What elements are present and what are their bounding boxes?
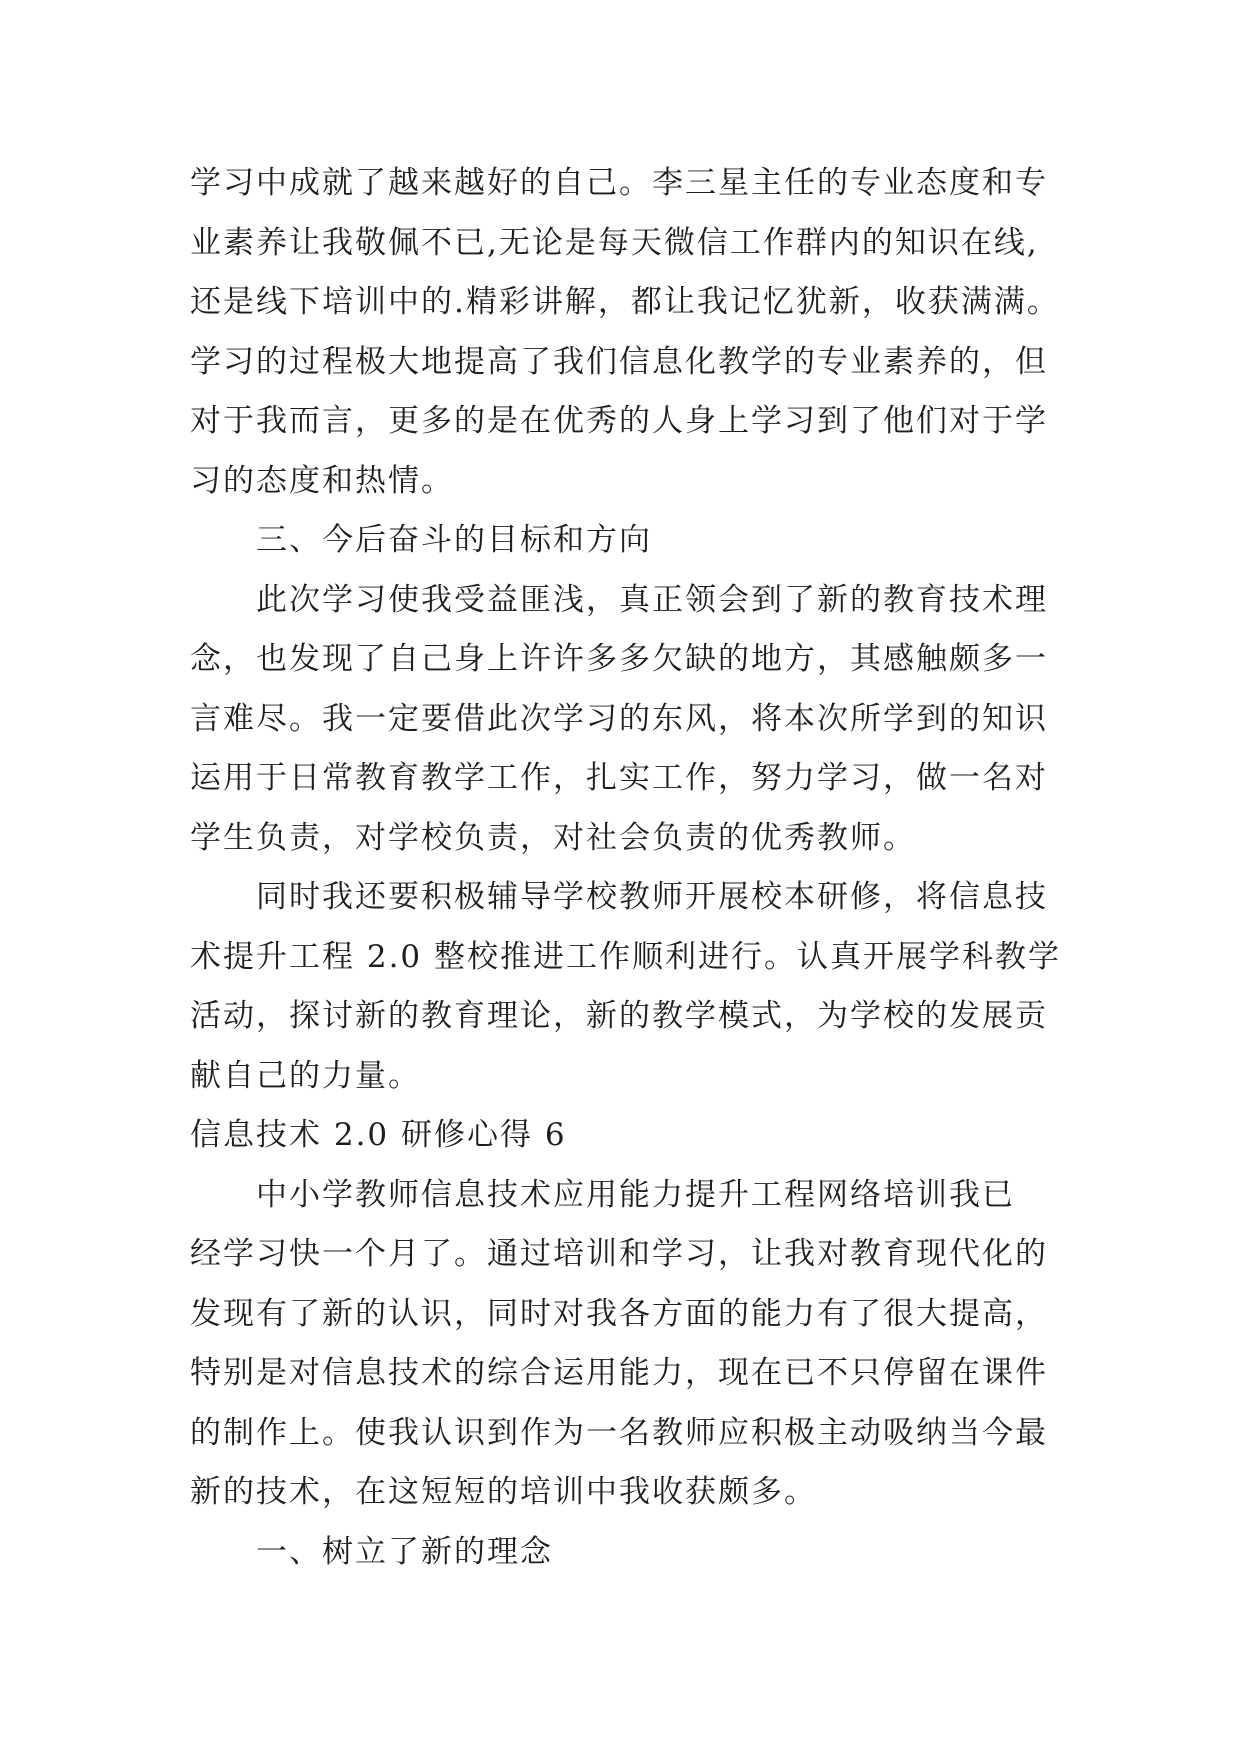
paragraph-line: 术提升工程 2.0 整校推进工作顺利进行。认真开展学科教学 <box>190 938 1062 975</box>
paragraph-line: 的制作上。使我认识到作为一名教师应积极主动吸纳当今最 <box>190 1414 1048 1451</box>
paragraph-line: 发现有了新的认识，同时对我各方面的能力有了很大提高， <box>190 1295 1048 1332</box>
paragraph-line: 业素养让我敬佩不已,无论是每天微信工作群内的知识在线, <box>190 224 1039 261</box>
paragraph-line: 新的技术，在这短短的培训中我收获颇多。 <box>190 1474 817 1510</box>
paragraph-line: 言难尽。我一定要借此次学习的东风，将本次所学到的知识 <box>190 700 1048 737</box>
paragraph-line: 活动，探讨新的教育理论，新的教学模式，为学校的发展贡 <box>190 998 1048 1034</box>
paragraph-line: 中小学教师信息技术应用能力提升工程网络培训我已 <box>256 1176 1015 1213</box>
paragraph-line: 学习的过程极大地提高了我们信息化教学的专业素养的，但 <box>190 343 1048 380</box>
paragraph-line: 学生负责，对学校负责，对社会负责的优秀教师。 <box>190 819 916 856</box>
paragraph-line: 运用于日常教育教学工作，扎实工作，努力学习，做一名对 <box>190 760 1048 796</box>
document-body <box>190 154 1090 1582</box>
paragraph-line: 学习中成就了越来越好的自己。李三星主任的专业态度和专 <box>190 165 1048 201</box>
paragraph-line: 念，也发现了自己身上许许多多欠缺的地方，其感触颇多一 <box>190 641 1048 677</box>
paragraph-line: 特别是对信息技术的综合运用能力，现在已不只停留在课件 <box>190 1355 1048 1391</box>
paragraph-line: 同时我还要积极辅导学校教师开展校本研修，将信息技 <box>256 879 1048 915</box>
section-heading: 三、今后奋斗的目标和方向 <box>256 522 652 558</box>
paragraph-line: 经学习快一个月了。通过培训和学习，让我对教育现代化的 <box>190 1236 1048 1272</box>
document-title: 信息技术 2.0 研修心得 6 <box>190 1117 567 1153</box>
paragraph-line: 还是线下培训中的.精彩讲解，都让我记忆犹新，收获满满。 <box>190 284 1060 320</box>
paragraph-line: 此次学习使我受益匪浅，真正领会到了新的教育技术理 <box>256 581 1048 618</box>
paragraph-line: 献自己的力量。 <box>190 1057 421 1094</box>
paragraph-line: 对于我而言，更多的是在优秀的人身上学习到了他们对于学 <box>190 403 1048 439</box>
paragraph-line: 习的态度和热情。 <box>190 462 454 499</box>
section-heading: 一、树立了新的理念 <box>256 1533 553 1570</box>
